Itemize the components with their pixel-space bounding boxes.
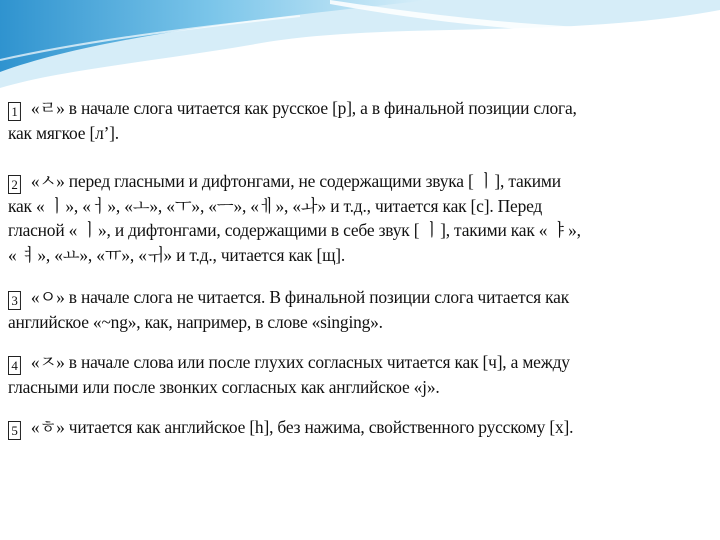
- rule-text: «ㅅ» перед гласными и дифтонгами, не содержащими звука [ ㅣ], такими: [30, 171, 561, 191]
- rule-number-box: 5: [8, 421, 21, 440]
- rule-text: «ㄹ» в начале слога читается как русское [р], а в финальной позиции слога,: [30, 98, 577, 118]
- rule-line: гласной « ㅣ», и дифтонгами, содержащими в себе звук [ ㅣ], такими как « ㅑ»,: [8, 220, 581, 240]
- header-wave-decoration: [0, 0, 720, 90]
- rule-item-4: [8, 350, 716, 399]
- rule-text: «ㅇ» в начале слога не читается. В финальной позиции слога читается как: [30, 287, 569, 307]
- rule-number-box: 1: [8, 102, 21, 121]
- rule-item-5: [8, 415, 716, 440]
- rule-item-2: [8, 169, 716, 267]
- rule-number-box: 4: [8, 356, 21, 375]
- rule-line: гласными или после звонких согласных как английское «j».: [8, 376, 440, 397]
- rule-item-1: [8, 96, 716, 145]
- rule-line: английское «~ng», как, например, в слове «singing».: [8, 311, 383, 332]
- rule-text: «ㅎ» читается как английское [h], без нажима, свойственного русскому [х].: [30, 417, 574, 437]
- rule-line: как « ㅣ», «ㅓ», «ㅗ», «ㅜ», «ㅡ», «ㅔ», «ㅘ» и т.д., читается как [с]. Перед: [8, 195, 543, 216]
- rule-item-3: [8, 285, 716, 334]
- rules-list: [8, 96, 716, 440]
- rule-number-box: 3: [8, 291, 21, 310]
- rule-text: «ㅈ» в начале слова или после глухих согласных читается как [ч], а между: [30, 352, 570, 372]
- rule-number-box: 2: [8, 175, 21, 194]
- rule-line: как мягкое [л’].: [8, 122, 119, 143]
- rule-line: [8, 96, 714, 121]
- rule-line: « ㅕ», «ㅛ», «ㅠ», «ㅟ» и т.д., читается как [щ].: [8, 244, 346, 265]
